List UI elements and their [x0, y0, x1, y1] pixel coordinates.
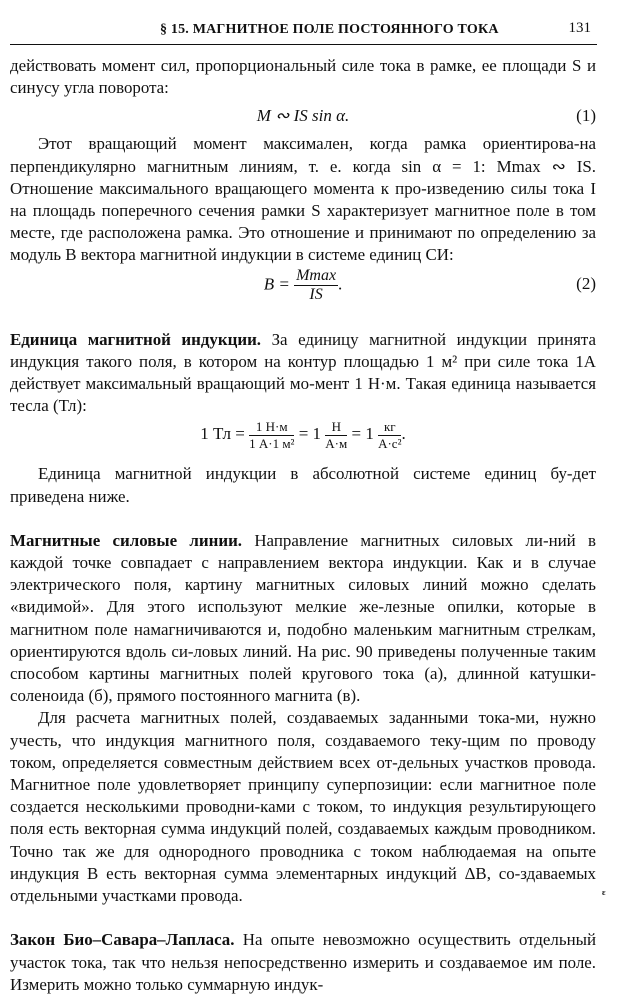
section-biot-savart: [10, 929, 596, 996]
paragraph-absolute-units: Единица магнитной индукции в абсолютной системе единиц бу-дет приведена ниже.: [10, 464, 596, 506]
equation-3-lhs: 1 Тл =: [200, 424, 245, 444]
equation-3-f1-num: 1 Н·м: [249, 419, 294, 436]
equation-3-mid-1: = 1: [298, 424, 322, 444]
section-field-lines-heading: Магнитные силовые линии.: [10, 530, 243, 550]
section-unit-heading: Единица магнитной индукции.: [10, 329, 262, 349]
section-field-lines-text: Направление магнитных силовых ли-ний в каждой точке совпадает с направлением вектора индукции. Как и в случае электрического поля, картину магнитных силовых линий можно сделать «видимой». Для этого используют мелкие же-лезные опилки, которые в магнитном поле намагничиваются и, подобно маленьким магнитным стрелкам, ориентируются вдоль си-ловых линий. На рис. 90 приведены полученные таким способом картины магнитных полей кругового тока (а), длинной катушки-соленоида (б), прямого постоянного магнита (в).: [10, 530, 596, 706]
section-biot-savart-text: На опыте невозможно осуществить отдельный участок тока, так что нельзя непосредственно измерить и создаваемое им поле. Измерить можно только суммарную индук-: [10, 930, 596, 994]
equation-1: [10, 99, 596, 133]
equation-2: [10, 267, 596, 319]
equation-3-tail: .: [401, 424, 406, 444]
paragraph-superposition: Для расчета магнитных полей, создаваемых заданными тока-ми, нужно учесть, что индукция магнитного поля, создаваемого теку-щим по проводу током, определяется совместным действием всех от-дельных участков провода. Магнитное поле удовлетворяет принципу суперпозиции: если магнитное поле создается несколькими проводни-ками с током, то индукция результирующего поля есть векторная сумма индукций полей, создаваемых каждым проводником. Точно так же для однородного проводника с током наблюдаемая на опыте индукция B есть векторная сумма элементарных индукций ΔB, со-здаваемых отдельными участками провода.: [10, 708, 596, 906]
section-field-lines: [10, 530, 596, 708]
equation-3-fraction-1: [249, 419, 294, 452]
paragraph-torque: Этот вращающий момент максимален, когда рамка ориентирова-на перпендикулярно магнитным линиям, т. е. когда sin α = 1: Mmax ∾ IS. Отношение максимального вращающего момента к про-изведению силы тока I на площадь поперечного сечения рамки S характеризует магнитное поле в том месте, где расположена рамка. Это отношение и принимают по определению за модуль B вектора магнитной индукции в системе единиц СИ:: [10, 134, 596, 265]
equation-3-fraction-3: [378, 419, 401, 452]
section-unit: [10, 329, 596, 418]
equation-3-f2-num: Н: [325, 419, 347, 436]
equation-3-f2-den: А·м: [325, 436, 348, 452]
equation-3-fraction-2: [325, 419, 347, 452]
equation-2-denominator: IS: [309, 285, 323, 303]
equation-2-tail: .: [338, 274, 343, 294]
equation-3-f1-den: 1 А·1 м²: [249, 436, 295, 452]
margin-mark: ᵋ: [602, 888, 606, 903]
equation-3-mid-2: = 1: [351, 424, 374, 444]
section-biot-savart-heading: Закон Био–Савара–Лапласа.: [10, 930, 235, 950]
paragraph-continuation: действовать момент сил, пропорциональный силе тока в рамке, ее площади S и синусу угла поворота:: [10, 56, 596, 98]
section-unit-text: За единицу магнитной индукции принята индукция такого поля, в котором на контур площадью 1 м² при силе тока 1А действует максимальный вращающий мо-мент 1 Н·м. Такая единица называется тесла (Тл):: [10, 329, 596, 416]
equation-2-number: (2): [576, 273, 596, 293]
header-title: § 15. МАГНИТНОЕ ПОЛЕ ПОСТОЯННОГО ТОКА: [160, 22, 499, 37]
equation-3-f3-den: А·с²: [378, 436, 402, 452]
equation-2-fraction: [294, 267, 338, 304]
running-header: [10, 8, 597, 45]
equation-3-f3-num: кг: [378, 419, 401, 436]
equation-2-numerator: Mmax: [296, 266, 337, 284]
equation-1-text: M ∾ IS sin α.: [256, 106, 350, 126]
equation-2-lhs: B =: [263, 274, 290, 294]
equation-3: [10, 417, 596, 463]
page-number: 131: [568, 20, 591, 36]
equation-1-number: (1): [576, 106, 596, 126]
page-body: [10, 55, 596, 996]
